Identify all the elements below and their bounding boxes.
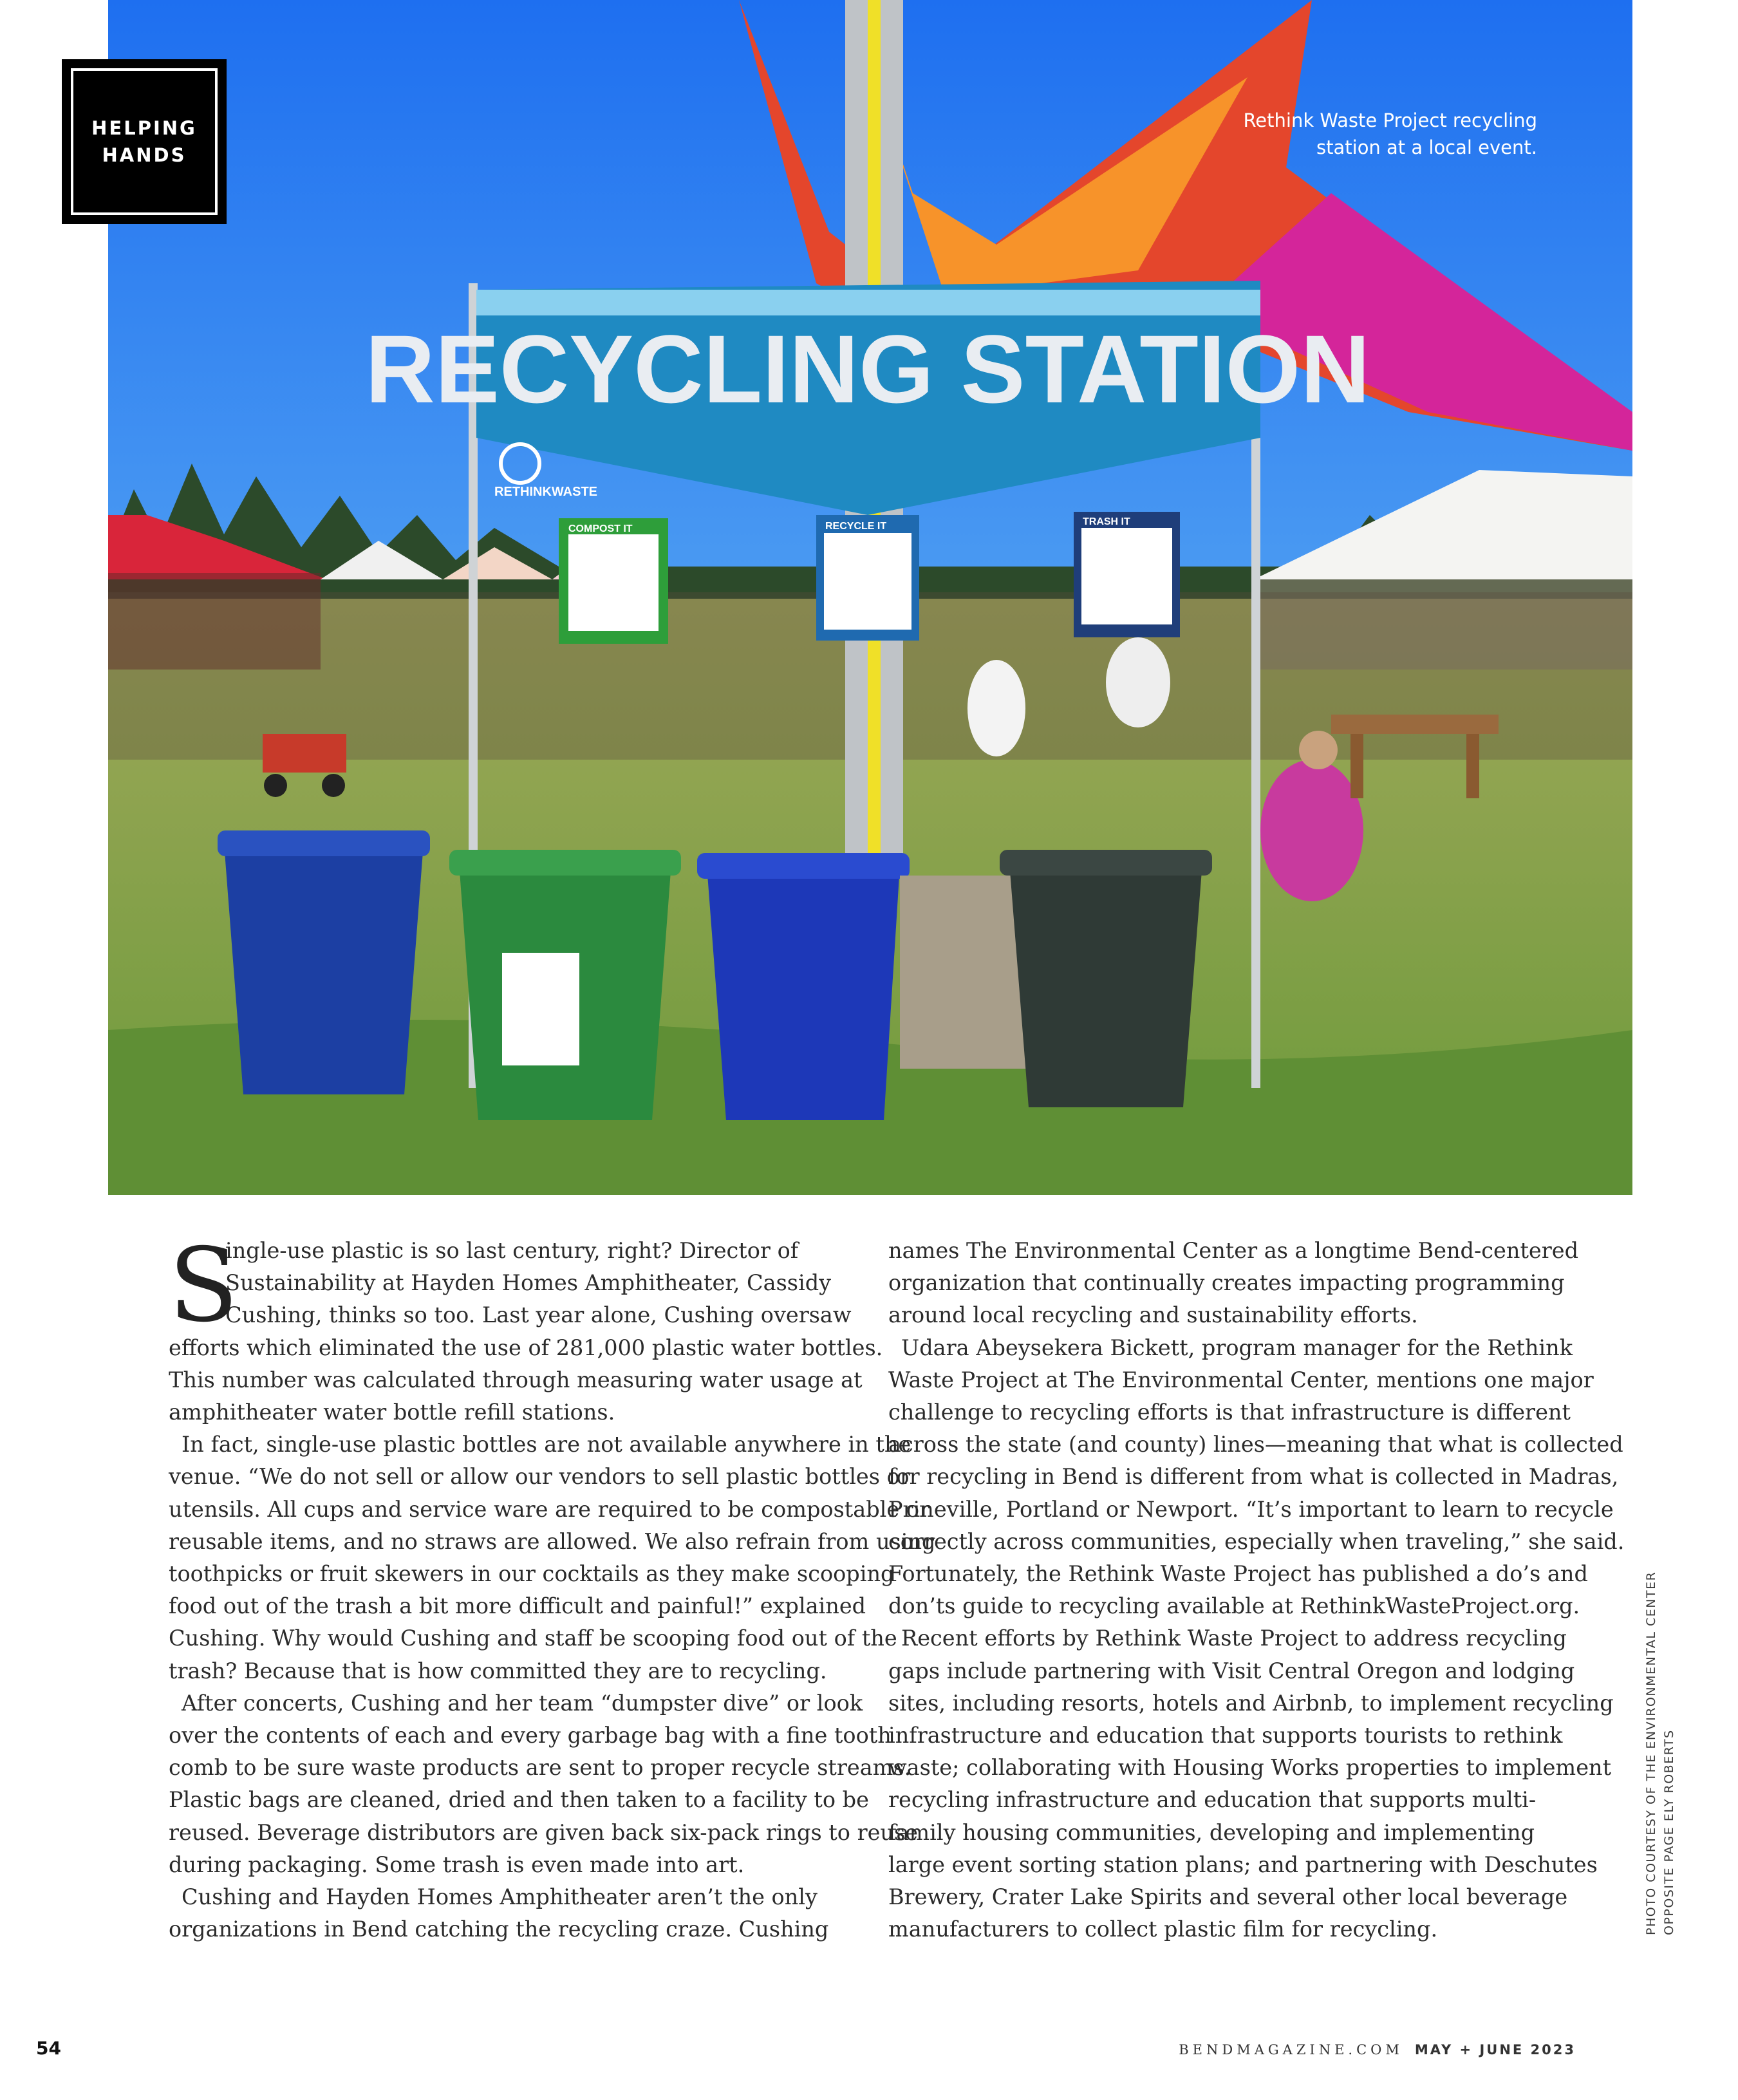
opening-paragraph bbox=[169, 1226, 883, 1429]
text-line: Cushing, thinks so too. Last year alone, Cushing oversaw bbox=[225, 1302, 852, 1328]
footer-issue: MAY + JUNE 2023 bbox=[1414, 2042, 1576, 2058]
text-line: around local recycling and sustainability efforts. bbox=[888, 1302, 1418, 1328]
text-line: names The Environmental Center as a longtime Bend-centered bbox=[888, 1238, 1579, 1263]
text-line: large event sorting station plans; and partnering with Deschutes bbox=[888, 1852, 1598, 1877]
banner-text: RECYCLING STATION bbox=[365, 315, 1370, 423]
text-line: toothpicks or fruit skewers in our cocktails as they make scooping bbox=[169, 1561, 895, 1587]
section-tag-line-1: HELPING bbox=[91, 117, 197, 139]
text-line: trash? Because that is how committed they are to recycling. bbox=[169, 1658, 827, 1683]
text-line: Brewery, Crater Lake Spirits and several other local beverage bbox=[888, 1884, 1568, 1910]
photo-credit-line-2: OPPOSITE PAGE ELY ROBERTS bbox=[1662, 1729, 1676, 1935]
text-line: for recycling in Bend is different from what is collected in Madras, bbox=[888, 1464, 1619, 1490]
text-line: correctly across communities, especially when traveling,” she said. bbox=[888, 1528, 1625, 1554]
photo-caption-line-1: Rethink Waste Project recycling bbox=[1243, 109, 1537, 131]
sign-compost: COMPOST IT bbox=[568, 523, 633, 534]
text-line: Plastic bags are cleaned, dried and then taken to a facility to be bbox=[169, 1787, 869, 1813]
text-line: over the contents of each and every garbage bag with a fine tooth bbox=[169, 1723, 892, 1748]
section-tag-frame bbox=[71, 68, 218, 215]
footer-site: BENDMAGAZINE.COM bbox=[1179, 2042, 1403, 2058]
text-line: venue. “We do not sell or allow our vendors to sell plastic bottles or bbox=[169, 1464, 910, 1490]
text-line: Prineville, Portland or Newport. “It’s important to learn to recycle bbox=[888, 1496, 1614, 1522]
photo-caption bbox=[1138, 107, 1537, 161]
page-number: 54 bbox=[36, 2038, 61, 2059]
text-line: Cushing and Hayden Homes Amphitheater aren’t the only bbox=[182, 1884, 818, 1910]
page-footer bbox=[1179, 2042, 1576, 2058]
article-column-right bbox=[888, 1235, 1625, 1945]
text-line: don’ts guide to recycling available at RethinkWasteProject.org. bbox=[888, 1593, 1580, 1619]
article-column-left bbox=[169, 1226, 936, 1945]
text-line: ingle-use plastic is so last century, right? Director of bbox=[225, 1238, 799, 1263]
text-line: utensils. All cups and service ware are required to be compostable or bbox=[169, 1496, 930, 1522]
text-line: recycling infrastructure and education that supports multi- bbox=[888, 1787, 1537, 1813]
text-line: during packaging. Some trash is even made into art. bbox=[169, 1852, 745, 1877]
section-tag bbox=[62, 59, 227, 224]
photo-credit-line-1: PHOTO COURTESY OF THE ENVIRONMENTAL CENTER bbox=[1644, 1571, 1658, 1935]
text-line: Waste Project at The Environmental Center, mentions one major bbox=[888, 1367, 1594, 1392]
drop-cap: S bbox=[169, 1226, 239, 1345]
text-line: sites, including resorts, hotels and Airbnb, to implement recycling bbox=[888, 1690, 1614, 1716]
photo-credit bbox=[1642, 1571, 1678, 1935]
text-line: waste; collaborating with Housing Works properties to implement bbox=[888, 1755, 1612, 1781]
recycling-station-photo bbox=[108, 0, 1632, 1195]
section-tag-line-2: HANDS bbox=[102, 144, 187, 166]
text-line: gaps include partnering with Visit Central Oregon and lodging bbox=[888, 1658, 1575, 1683]
text-line: organizations in Bend catching the recycling craze. Cushing bbox=[169, 1917, 829, 1942]
text-line: Sustainability at Hayden Homes Amphitheater, Cassidy bbox=[225, 1270, 832, 1296]
text-line: across the state (and county) lines—meaning that what is collected bbox=[888, 1432, 1623, 1458]
text-line: family housing communities, developing and implementing bbox=[888, 1819, 1535, 1845]
text-line: manufacturers to collect plastic film for recycling. bbox=[888, 1917, 1438, 1942]
hero-photo bbox=[108, 0, 1632, 1195]
text-line: Udara Abeysekera Bickett, program manager for the Rethink bbox=[901, 1335, 1573, 1360]
text-line: After concerts, Cushing and her team “dumpster dive” or look bbox=[182, 1690, 863, 1716]
text-line: challenge to recycling efforts is that infrastructure is different bbox=[888, 1400, 1571, 1425]
text-line: efforts which eliminated the use of 281,000 plastic water bottles. bbox=[169, 1335, 883, 1360]
text-line: This number was calculated through measuring water usage at bbox=[169, 1367, 863, 1392]
sign-trash: TRASH IT bbox=[1083, 516, 1130, 527]
text-line: amphitheater water bottle refill stations. bbox=[169, 1400, 615, 1425]
text-line: Recent efforts by Rethink Waste Project to address recycling bbox=[901, 1626, 1567, 1651]
sign-recycle: RECYCLE IT bbox=[825, 521, 887, 532]
text-line: comb to be sure waste products are sent to proper recycle streams. bbox=[169, 1755, 911, 1781]
banner-logo-text: RETHINKWASTE bbox=[494, 485, 597, 499]
text-line: reused. Beverage distributors are given back six-pack rings to reuse bbox=[169, 1819, 918, 1845]
photo-caption-line-2: station at a local event. bbox=[1316, 136, 1537, 158]
text-line: Cushing. Why would Cushing and staff be scooping food out of the bbox=[169, 1626, 897, 1651]
text-line: reusable items, and no straws are allowed. We also refrain from using bbox=[169, 1528, 936, 1554]
text-line: infrastructure and education that supports tourists to rethink bbox=[888, 1723, 1563, 1748]
text-line: Fortunately, the Rethink Waste Project has published a do’s and bbox=[888, 1561, 1588, 1587]
text-line: In fact, single-use plastic bottles are not available anywhere in the bbox=[182, 1432, 911, 1458]
text-line: food out of the trash a bit more difficult and painful!” explained bbox=[169, 1593, 866, 1619]
text-line: organization that continually creates impacting programming bbox=[888, 1270, 1565, 1296]
